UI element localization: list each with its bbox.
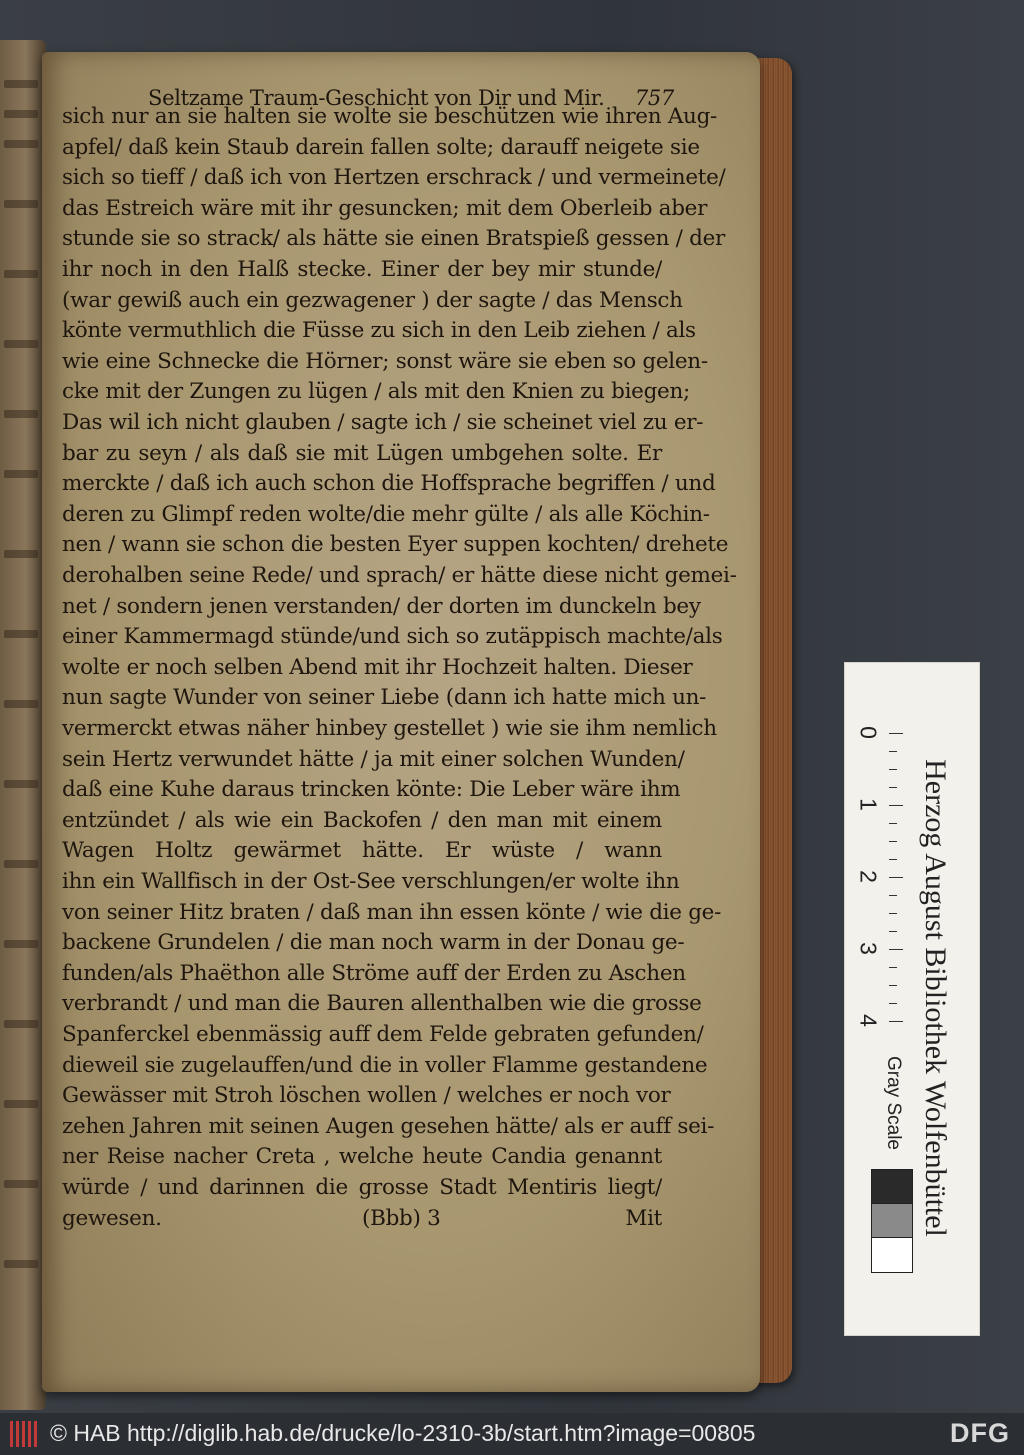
text-line: Das wil ich nicht glauben / sagte ich / sie scheinet viel zu er- xyxy=(62,410,704,435)
text-line: Spanferckel ebenmässig auff dem Felde gebraten gefunden/ xyxy=(62,1022,704,1047)
text-line: derohalben seine Rede/ und sprach/ er hätte diese nicht gemei- xyxy=(62,563,737,588)
color-scale-bar xyxy=(844,662,980,1336)
text-line: cke mit der Zungen zu lügen / als mit den Knien zu biegen; xyxy=(62,379,690,405)
ruler-minor-tick xyxy=(889,859,897,860)
viewer-footer xyxy=(0,1413,1024,1455)
text-line: ihn ein Wallfisch in der Ost-See verschlungen/er wolte ihn xyxy=(62,869,680,894)
gray-patch xyxy=(871,1237,913,1273)
text-line: vermerckt etwas näher hinbey gestellet ) wie sie ihm nemlich xyxy=(62,716,717,741)
text-line: wie eine Schnecke die Hörner; sonst wäre sie eben so gelen- xyxy=(62,348,708,374)
text-line: das Estreich wäre mit ihr gesuncken; mit dem Oberleib aber xyxy=(62,195,708,221)
text-line: daß eine Kuhe daraus trincken könte: Die Leber wäre ihm xyxy=(62,777,681,803)
copyright-link[interactable]: © HAB http://diglib.hab.de/drucke/lo-2310-3b/start.htm?image=00805 xyxy=(50,1420,756,1446)
text-line: einer Kammermagd stünde/und sich so zutäppisch machte/als xyxy=(62,624,723,650)
page-number: 757 xyxy=(634,86,674,110)
hab-logo-icon xyxy=(10,1421,40,1447)
text-line: wolte er noch selben Abend mit ihr Hochzeit halten. Dieser xyxy=(62,654,693,680)
gray-patch xyxy=(871,1169,913,1205)
ruler-minor-tick xyxy=(889,895,897,896)
ruler-minor-tick xyxy=(889,913,897,914)
ruler-number: 4 xyxy=(855,1014,882,1027)
ruler-minor-tick xyxy=(889,1003,897,1004)
ruler-major-tick xyxy=(889,949,903,950)
ruler-minor-tick xyxy=(889,931,897,932)
ruler-number: 0 xyxy=(855,726,882,739)
ruler-minor-tick xyxy=(889,787,897,788)
ruler-number: 2 xyxy=(855,870,882,883)
gray-scale-label: Gray Scale xyxy=(883,1056,904,1150)
text-line: Wagen Holtz gewärmet hätte. Er wüste / wann xyxy=(62,838,662,864)
text-line: nen / wann sie schon die besten Eyer suppen kochten/ drehete xyxy=(62,532,729,558)
ruler-minor-tick xyxy=(889,967,897,968)
ruler-number: 1 xyxy=(855,798,882,811)
text-line: sein Hertz verwundet hätte / ja mit einer solchen Wunden/ xyxy=(62,746,685,772)
text-line: backene Grundelen / die man noch warm in der Donau ge- xyxy=(62,930,685,956)
last-line xyxy=(62,1202,662,1236)
text-line: merckte / daß ich auch schon die Hoffsprache begriffen / und xyxy=(62,471,716,497)
catchword: Mit xyxy=(625,1205,662,1231)
text-line: sich so tieff / daß ich von Hertzen erschrack / und vermeinete/ xyxy=(62,165,726,191)
text-line: ner Reise nacher Creta , welche heute Candia genannt xyxy=(62,1144,662,1170)
ruler-minor-tick xyxy=(889,769,897,770)
text-line: net / sondern jenen verstanden/ der dorten im dunckeln bey xyxy=(62,593,701,619)
text-line: von seiner Hitz braten / daß man ihn essen könte / wie die ge- xyxy=(62,899,722,925)
ruler-major-tick xyxy=(889,733,903,734)
text-line: (war gewiß auch ein gezwagener ) der sagte / das Mensch xyxy=(62,287,683,313)
text-line: nun sagte Wunder von seiner Liebe (dann ich hatte mich un- xyxy=(62,685,707,711)
text-line: zehen Jahren mit seinen Augen gesehen hätte/ als er auff sei- xyxy=(62,1113,715,1139)
previous-page-edge xyxy=(0,40,46,1410)
ruler-minor-tick xyxy=(889,823,897,824)
ruler-major-tick xyxy=(889,1021,903,1022)
text-line: apfel/ daß kein Staub darein fallen solte; darauff neigete sie xyxy=(62,134,700,160)
text-line: sich nur an sie halten sie wolte sie beschützen wie ihren Aug- xyxy=(62,104,718,129)
text-line: stunde sie so strack/ als hätte sie einen Bratspieß gessen / der xyxy=(62,226,725,252)
signature-mark: (Bbb) 3 xyxy=(362,1205,441,1231)
ruler-major-tick xyxy=(889,805,903,806)
text-line: könte vermuthlich die Füsse zu sich in den Leib ziehen / als xyxy=(62,318,696,344)
text-line: dieweil sie zugelauffen/und die in voller Flamme gestandene xyxy=(62,1052,708,1078)
text-line: Gewässer mit Stroh löschen wollen / welches er noch vor xyxy=(62,1083,671,1109)
institution-label: Herzog August Bibliothek Wolfenbüttel xyxy=(919,759,952,1237)
text-line: verbrandt / und man die Bauren allenthalben wie die grosse xyxy=(62,991,702,1017)
text-line: deren zu Glimpf reden wolte/die mehr gülte / als alle Köchin- xyxy=(62,501,710,527)
last-line-word: gewesen. xyxy=(62,1205,162,1231)
text-line: funden/als Phaëthon alle Ströme auff der Erden zu Aschen xyxy=(62,960,686,986)
ruler-number: 3 xyxy=(855,942,882,955)
text-line: würde / und darinnen die grosse Stadt Mentiris liegt/ xyxy=(62,1175,662,1200)
ruler xyxy=(855,726,901,1027)
text-line: bar zu seyn / als daß sie mit Lügen umbgehen solte. Er xyxy=(62,440,662,466)
running-head-title: Seltzame Traum-Geschicht von Dir und Mir. xyxy=(148,86,605,110)
dfg-logo: DFG xyxy=(950,1418,1010,1448)
institution-label-container xyxy=(905,673,965,1323)
ruler-minor-tick xyxy=(889,841,897,842)
ruler-minor-tick xyxy=(889,985,897,986)
ruler-major-tick xyxy=(889,877,903,878)
ruler-minor-tick xyxy=(889,751,897,752)
text-line: ihr noch in den Halß stecke. Einer der bey mir stunde/ xyxy=(62,257,662,282)
text-line: entzündet / als wie ein Backofen / den man mit einem xyxy=(62,807,662,833)
gray-scale-label-container xyxy=(873,1043,913,1163)
gray-patch xyxy=(871,1203,913,1239)
